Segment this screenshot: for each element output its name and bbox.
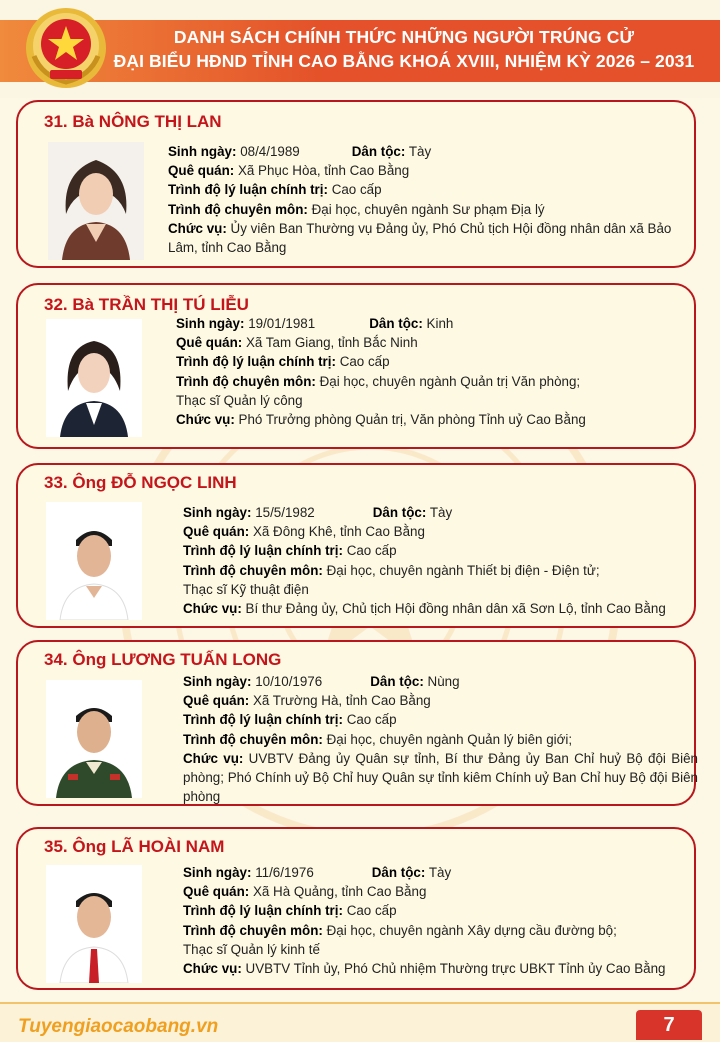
value-dob: 10/10/1976 xyxy=(255,674,323,689)
value-dob: 08/4/1989 xyxy=(240,144,300,159)
value-hometown: Xã Đông Khê, tỉnh Cao Bằng xyxy=(252,524,425,540)
value-professional: Đại học, chuyên ngành Thiết bị điện - Điện tử; xyxy=(326,562,600,578)
value-position: UVBTV Tỉnh ủy, Phó Chủ nhiệm Thường trực UBKT Tỉnh ủy Cao Bằng xyxy=(245,961,666,977)
portrait-icon xyxy=(46,319,142,437)
label-professional: Trình độ chuyên môn: xyxy=(183,922,323,938)
value-hometown: Xã Trường Hà, tỉnh Cao Bằng xyxy=(252,693,431,709)
label-hometown: Quê quán: xyxy=(183,693,250,709)
value-professional-2: Thạc sĩ Quản lý kinh tế xyxy=(183,941,320,957)
value-ethnicity: Tày xyxy=(408,144,432,159)
value-political: Cao cấp xyxy=(346,712,397,728)
value-position: Phó Trưởng phòng Quản trị, Văn phòng Tỉnh uỷ Cao Bằng xyxy=(238,412,586,428)
label-ethnicity: Dân tộc: xyxy=(351,144,406,159)
value-ethnicity: Tày xyxy=(429,505,453,520)
candidate-card-32 xyxy=(16,283,696,449)
page-header xyxy=(0,0,720,98)
candidate-card-33 xyxy=(16,463,696,628)
value-ethnicity: Nùng xyxy=(427,674,460,689)
label-political: Trình độ lý luận chính trị: xyxy=(176,354,336,370)
page-footer xyxy=(0,1002,720,1042)
label-ethnicity: Dân tộc: xyxy=(369,316,423,331)
national-emblem-icon xyxy=(24,6,108,90)
value-political: Cao cấp xyxy=(339,354,390,370)
label-position: Chức vụ: xyxy=(168,220,227,236)
value-ethnicity: Kinh xyxy=(426,316,454,331)
candidate-photo xyxy=(48,142,144,260)
candidate-name: 35. Ông LÃ HOÀI NAM xyxy=(44,837,225,856)
candidate-name: 31. Bà NÔNG THỊ LAN xyxy=(44,112,222,131)
value-hometown: Xã Phục Hòa, tỉnh Cao Bằng xyxy=(237,163,410,179)
portrait-icon xyxy=(46,865,142,983)
label-professional: Trình độ chuyên môn: xyxy=(183,731,323,747)
label-dob: Sinh ngày: xyxy=(183,505,252,520)
candidate-name: 34. Ông LƯƠNG TUẤN LONG xyxy=(44,650,282,669)
portrait-icon xyxy=(46,502,142,620)
label-political: Trình độ lý luận chính trị: xyxy=(183,712,343,728)
value-position: Ủy viên Ban Thường vụ Đảng ủy, Phó Chủ tịch Hội đồng nhân dân xã Bảo Lâm, tỉnh Cao Bằng xyxy=(168,220,672,256)
value-professional-2: Thạc sĩ Quản lý công xyxy=(176,392,303,408)
candidate-photo xyxy=(46,865,142,983)
label-dob: Sinh ngày: xyxy=(168,144,237,159)
candidate-card-35 xyxy=(16,827,696,990)
value-professional-2: Thạc sĩ Kỹ thuật điện xyxy=(183,581,309,597)
label-political: Trình độ lý luận chính trị: xyxy=(168,182,328,198)
value-position: Bí thư Đảng ủy, Chủ tịch Hội đồng nhân dân xã Sơn Lộ, tỉnh Cao Bằng xyxy=(245,601,666,617)
label-ethnicity: Dân tộc: xyxy=(370,674,424,689)
value-professional: Đại học, chuyên ngành Sư phạm Địa lý xyxy=(311,201,545,217)
label-dob: Sinh ngày: xyxy=(183,865,252,880)
label-professional: Trình độ chuyên môn: xyxy=(176,373,316,389)
value-hometown: Xã Tam Giang, tỉnh Bắc Ninh xyxy=(245,335,418,351)
value-professional: Đại học, chuyên ngành Xây dựng cầu đường bộ; xyxy=(326,922,617,938)
label-hometown: Quê quán: xyxy=(168,163,235,179)
portrait-icon xyxy=(48,142,144,260)
title-line-1: DANH SÁCH CHÍNH THỨC NHỮNG NGƯỜI TRÚNG CỬ xyxy=(173,27,635,47)
value-ethnicity: Tày xyxy=(428,865,452,880)
value-dob: 19/01/1981 xyxy=(248,316,316,331)
title-banner xyxy=(0,20,720,82)
label-professional: Trình độ chuyên môn: xyxy=(183,562,323,578)
label-hometown: Quê quán: xyxy=(183,524,250,540)
value-hometown: Xã Hà Quảng, tỉnh Cao Bằng xyxy=(252,884,427,900)
candidate-info xyxy=(183,863,693,978)
label-professional: Trình độ chuyên môn: xyxy=(168,201,308,217)
site-link[interactable]: Tuyengiaocaobang.vn xyxy=(18,1016,219,1037)
value-professional: Đại học, chuyên ngành Quản lý biên giới; xyxy=(326,731,573,747)
candidate-name: 32. Bà TRẦN THỊ TÚ LIỄU xyxy=(44,295,249,314)
value-dob: 11/6/1976 xyxy=(255,865,314,880)
label-hometown: Quê quán: xyxy=(176,335,243,351)
value-political: Cao cấp xyxy=(346,903,397,919)
page-number: 7 xyxy=(636,1010,702,1040)
value-professional: Đại học, chuyên ngành Quản trị Văn phòng; xyxy=(319,373,581,389)
label-position: Chức vụ: xyxy=(183,961,242,977)
label-political: Trình độ lý luận chính trị: xyxy=(183,543,343,559)
value-political: Cao cấp xyxy=(331,182,382,198)
label-dob: Sinh ngày: xyxy=(176,316,245,331)
label-political: Trình độ lý luận chính trị: xyxy=(183,903,343,919)
candidate-info xyxy=(183,672,698,806)
label-dob: Sinh ngày: xyxy=(183,674,252,689)
label-ethnicity: Dân tộc: xyxy=(372,505,427,520)
label-ethnicity: Dân tộc: xyxy=(371,865,426,880)
value-political: Cao cấp xyxy=(346,543,397,559)
value-dob: 15/5/1982 xyxy=(255,505,315,520)
portrait-icon xyxy=(46,680,142,798)
candidate-photo xyxy=(46,680,142,798)
candidate-info xyxy=(176,314,686,429)
label-hometown: Quê quán: xyxy=(183,884,250,900)
candidate-card-31 xyxy=(16,100,696,268)
candidate-photo xyxy=(46,319,142,437)
title-line-2: ĐẠI BIỂU HĐND TỈNH CAO BẰNG KHOÁ XVIII, NHIỆM KỲ 2026 – 2031 xyxy=(113,51,695,71)
value-position: UVBTV Đảng ủy Quân sự tỉnh, Bí thư Đảng ủy Ban Chỉ huỷ Bộ đội Biên phòng; Phó Chính uỷ Bộ Chỉ huy Quân sự tỉnh kiêm Chính uỷ Ban Chỉ huy Bộ đội Biên phòng xyxy=(183,750,698,805)
label-position: Chức vụ: xyxy=(176,412,235,428)
label-position: Chức vụ: xyxy=(183,750,244,766)
label-position: Chức vụ: xyxy=(183,601,242,617)
candidate-photo xyxy=(46,502,142,620)
candidate-name: 33. Ông ĐỖ NGỌC LINH xyxy=(44,473,237,492)
candidate-info xyxy=(168,142,688,257)
candidate-info xyxy=(183,503,688,618)
candidate-card-34 xyxy=(16,640,696,806)
